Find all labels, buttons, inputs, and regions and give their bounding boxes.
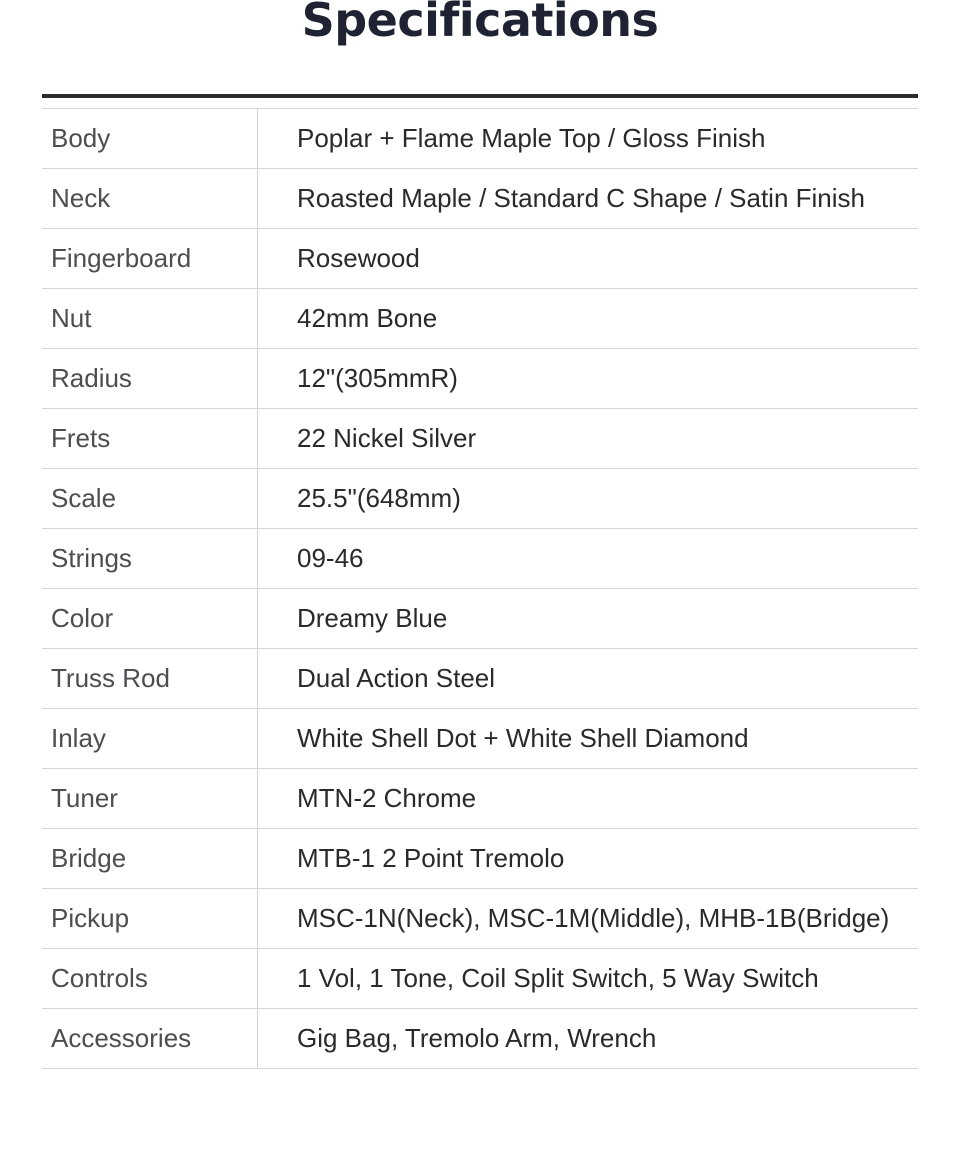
spec-label: Inlay [42,709,258,769]
spec-value: 12"(305mmR) [258,349,919,409]
table-row [42,709,918,769]
spec-value: 1 Vol, 1 Tone, Coil Split Switch, 5 Way Switch [258,949,919,1009]
spec-label: Frets [42,409,258,469]
table-row [42,889,918,949]
spec-value: Rosewood [258,229,919,289]
spec-label: Pickup [42,889,258,949]
table-row [42,949,918,1009]
spec-value: Poplar + Flame Maple Top / Gloss Finish [258,109,919,169]
table-row [42,409,918,469]
spec-label: Fingerboard [42,229,258,289]
spec-value: Gig Bag, Tremolo Arm, Wrench [258,1009,919,1069]
spec-value: 22 Nickel Silver [258,409,919,469]
table-row [42,829,918,889]
spec-value: MTB-1 2 Point Tremolo [258,829,919,889]
table-row [42,289,918,349]
spec-value: Dual Action Steel [258,649,919,709]
table-row [42,169,918,229]
table-row [42,769,918,829]
spec-value: 09-46 [258,529,919,589]
table-row [42,349,918,409]
spec-label: Radius [42,349,258,409]
spec-value: Dreamy Blue [258,589,919,649]
spec-label: Scale [42,469,258,529]
spec-value: MSC-1N(Neck), MSC-1M(Middle), MHB-1B(Bridge) [258,889,919,949]
title-divider [42,94,918,98]
spec-label: Body [42,109,258,169]
spec-value: 42mm Bone [258,289,919,349]
spec-label: Neck [42,169,258,229]
spec-label: Strings [42,529,258,589]
table-row [42,589,918,649]
spec-label: Truss Rod [42,649,258,709]
spec-label: Color [42,589,258,649]
table-row [42,109,918,169]
spec-table [42,108,918,1069]
table-row [42,469,918,529]
page-title: Specifications [301,0,659,47]
spec-value: White Shell Dot + White Shell Diamond [258,709,919,769]
spec-label: Controls [42,949,258,1009]
spec-label: Bridge [42,829,258,889]
spec-value: Roasted Maple / Standard C Shape / Satin Finish [258,169,919,229]
table-row [42,529,918,589]
spec-value: 25.5"(648mm) [258,469,919,529]
table-row [42,1009,918,1069]
spec-value: MTN-2 Chrome [258,769,919,829]
table-row [42,229,918,289]
spec-label: Tuner [42,769,258,829]
spec-label: Nut [42,289,258,349]
table-row [42,649,918,709]
spec-label: Accessories [42,1009,258,1069]
